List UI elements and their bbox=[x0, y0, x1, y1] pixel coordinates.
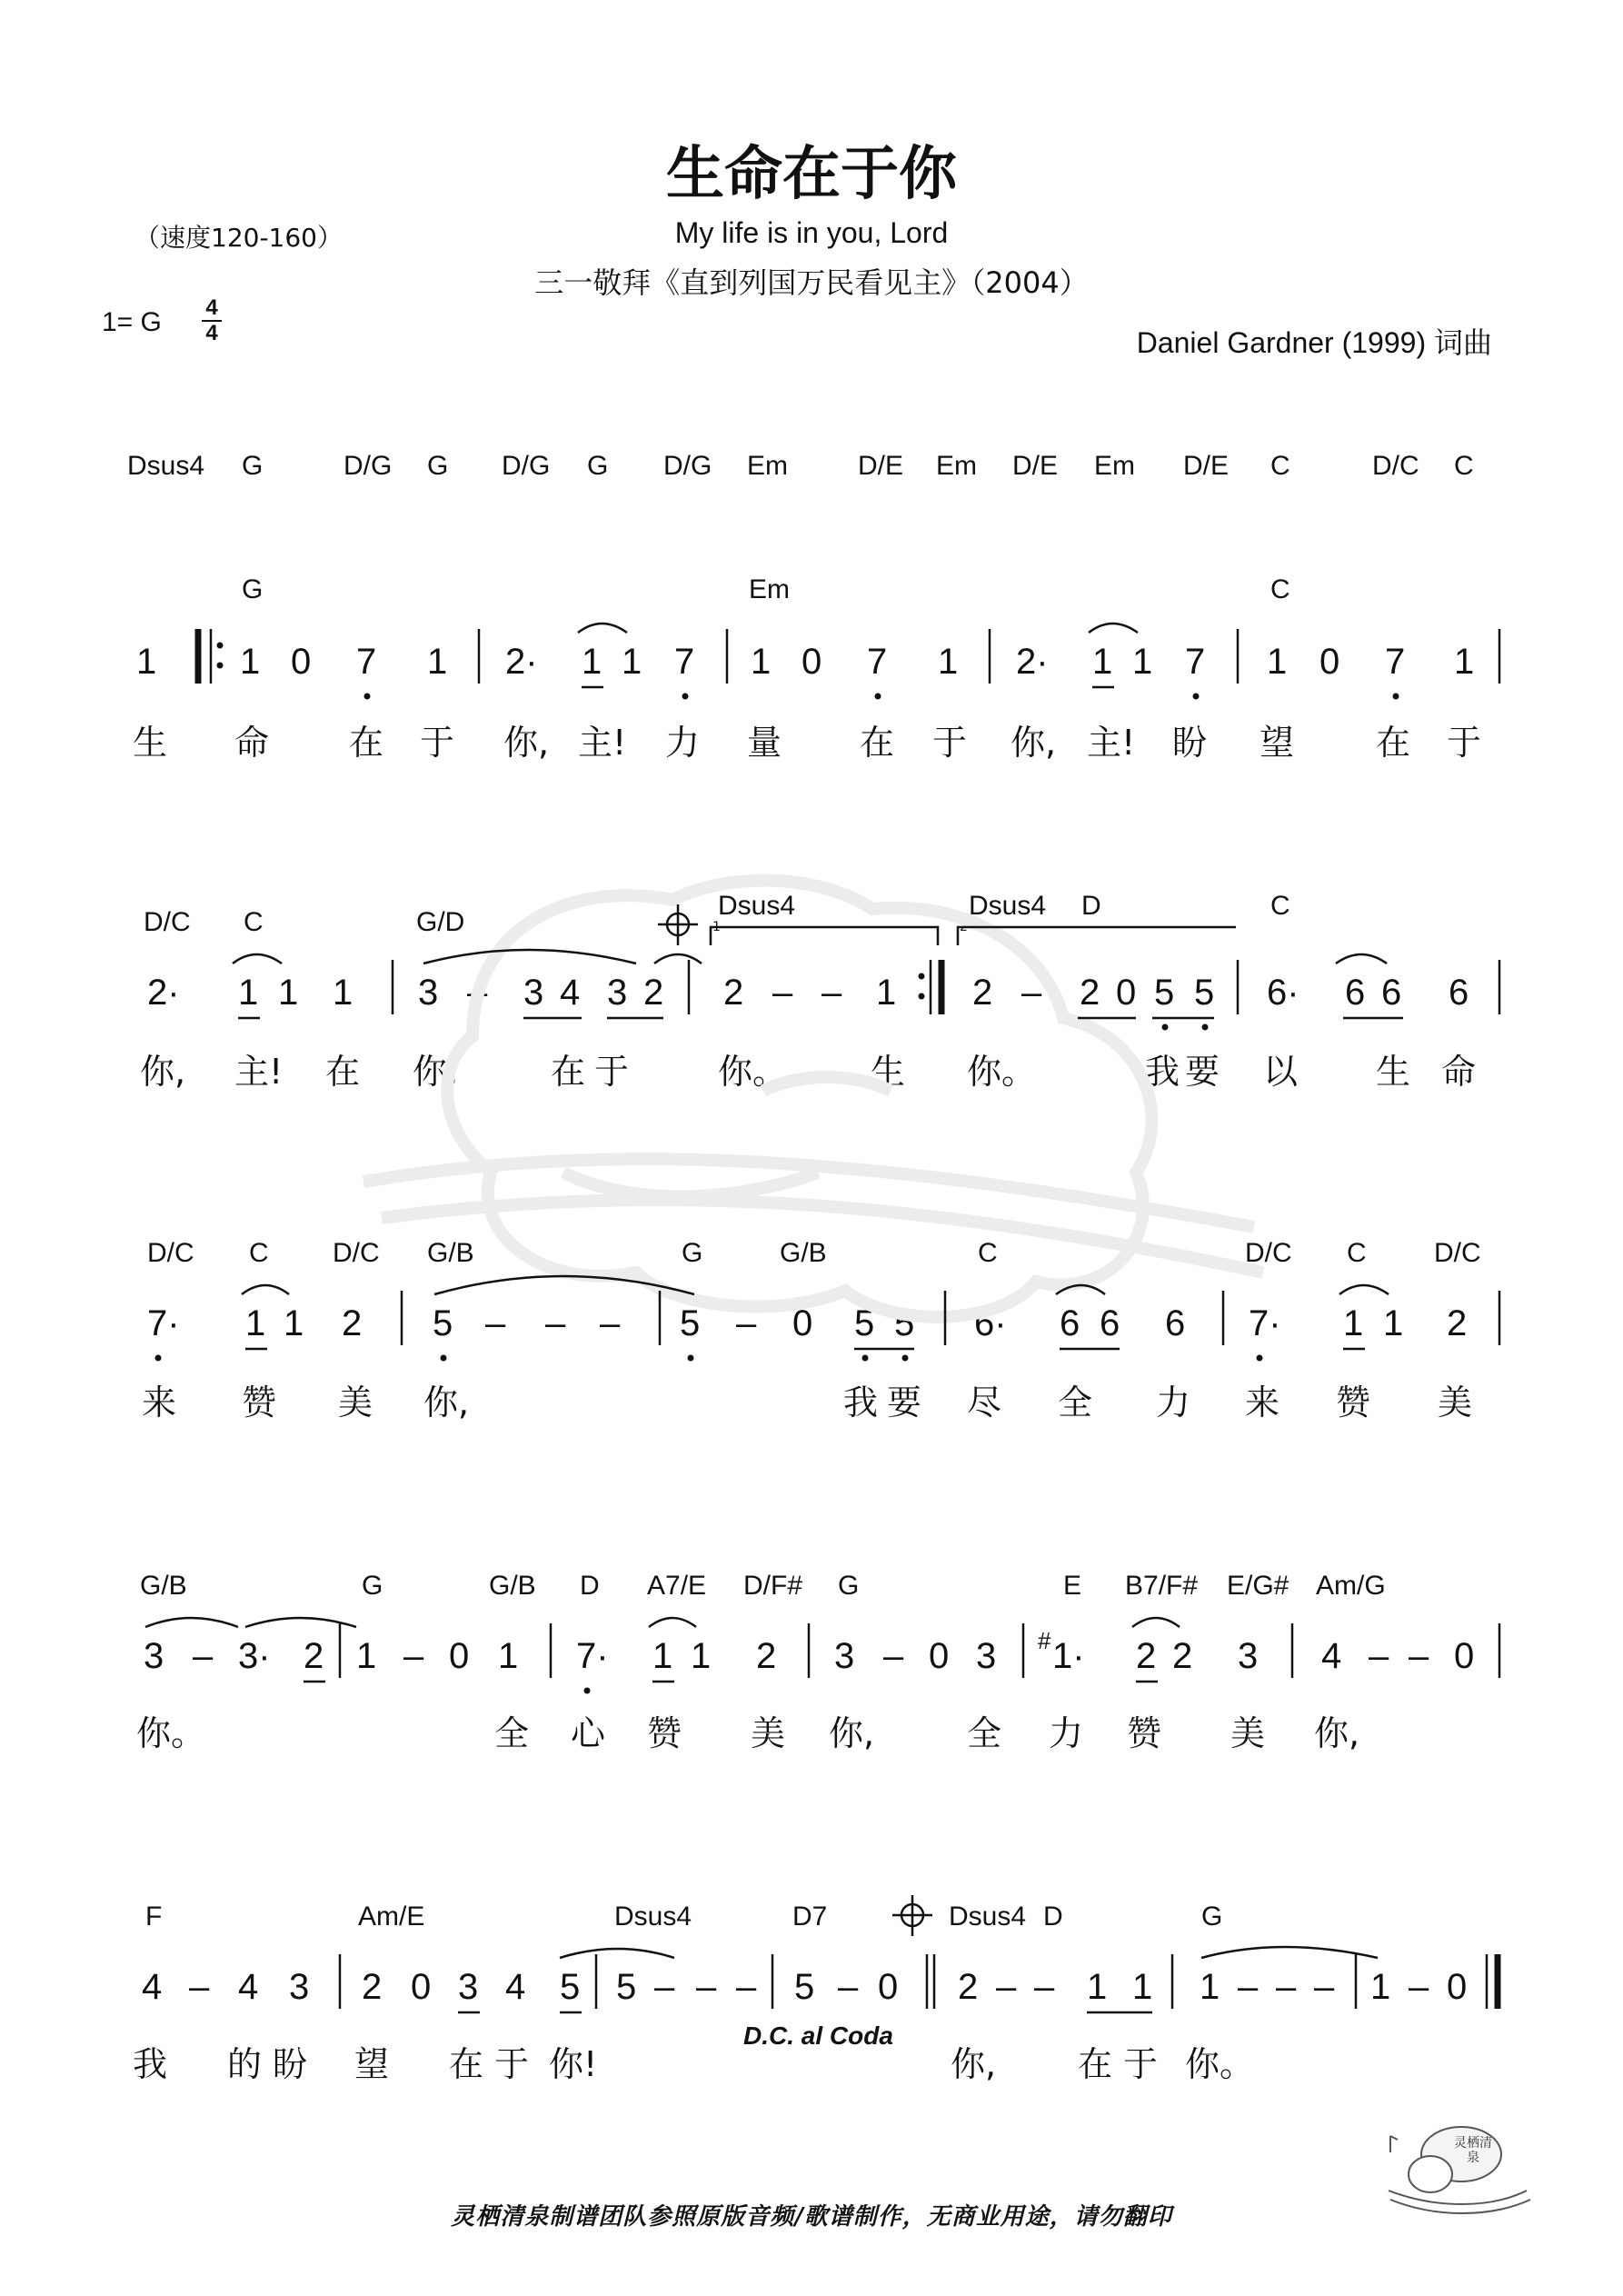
lyric: 生 bbox=[1376, 1052, 1411, 1092]
lyric: 你, bbox=[413, 1052, 459, 1092]
note: 6 bbox=[1165, 1303, 1186, 1343]
intro-chord: D/E bbox=[1012, 451, 1059, 481]
lyric: 全 bbox=[967, 1713, 1002, 1753]
note: 1 bbox=[1092, 642, 1113, 682]
note: 1 bbox=[582, 642, 602, 682]
lyric: 你, bbox=[423, 1383, 470, 1423]
lyric: 于 bbox=[1447, 723, 1482, 763]
note: 7· bbox=[147, 1303, 180, 1343]
lyric: 你。 bbox=[718, 1052, 788, 1092]
slur bbox=[1201, 1947, 1378, 1958]
lyric: 在 bbox=[325, 1052, 361, 1092]
note: 2 bbox=[1447, 1303, 1468, 1343]
note: – bbox=[1034, 1967, 1055, 2007]
lyric: 美 bbox=[751, 1713, 786, 1753]
slur bbox=[145, 1618, 238, 1627]
note: 4 bbox=[505, 1967, 526, 2007]
note: 1 bbox=[1343, 1303, 1364, 1343]
note: – bbox=[403, 1636, 424, 1676]
lyric: 盼 bbox=[1172, 723, 1208, 763]
chord-symbol: F bbox=[145, 1902, 163, 1932]
note: 0 bbox=[929, 1636, 950, 1676]
note: 6· bbox=[1267, 973, 1299, 1013]
lyric: 我 bbox=[843, 1383, 879, 1423]
octave-dot bbox=[584, 1688, 591, 1694]
note: 3 bbox=[834, 1636, 855, 1676]
note: 1 bbox=[136, 642, 157, 682]
note: – bbox=[189, 1967, 210, 2007]
intro-chord: D/G bbox=[502, 451, 551, 481]
chord-symbol: D/C bbox=[1434, 1238, 1481, 1268]
lyric: 在 bbox=[449, 2044, 484, 2084]
note: 1 bbox=[240, 642, 261, 682]
song-source: 三一敬拜《直到列国万民看见主》（2004） bbox=[534, 265, 1089, 300]
note: 0 bbox=[1116, 973, 1137, 1013]
note: 5 bbox=[1194, 973, 1215, 1013]
lyric: 心 bbox=[571, 1713, 606, 1753]
intro-chord: Em bbox=[747, 451, 788, 481]
note: 1 bbox=[1087, 1967, 1108, 2007]
time-signature-top: 4 bbox=[205, 295, 218, 320]
note: 2 bbox=[723, 973, 744, 1013]
lyric: 量 bbox=[747, 723, 782, 763]
lyric: 于 bbox=[494, 2044, 530, 2084]
note: 4 bbox=[560, 973, 581, 1013]
repeat-dot bbox=[919, 973, 925, 980]
note: – bbox=[1369, 1636, 1389, 1676]
ending-mark-1: 1 bbox=[712, 920, 721, 934]
slur bbox=[649, 1618, 696, 1627]
lyric: 在 bbox=[551, 1052, 586, 1092]
note: 0 bbox=[802, 642, 822, 682]
tempo-marking: （速度120-160） bbox=[134, 223, 343, 253]
note: 4 bbox=[1321, 1636, 1342, 1676]
note: 1 bbox=[284, 1303, 304, 1343]
lyric: 你。 bbox=[136, 1713, 206, 1753]
octave-dot bbox=[364, 694, 371, 700]
note: 0 bbox=[411, 1967, 432, 2007]
chord-symbol: D/C bbox=[147, 1238, 194, 1268]
note: 2 bbox=[756, 1636, 777, 1676]
intro-chord: D/C bbox=[1372, 451, 1419, 481]
repeat-dot bbox=[217, 643, 224, 649]
slur bbox=[242, 1285, 289, 1294]
lyric: 你。 bbox=[967, 1052, 1037, 1092]
note: 0 bbox=[1319, 642, 1340, 682]
note: – bbox=[600, 1303, 621, 1343]
octave-dot bbox=[155, 1355, 162, 1362]
note: 3 bbox=[289, 1967, 310, 2007]
note: 1 bbox=[427, 642, 448, 682]
note: 2 bbox=[972, 973, 993, 1013]
chord-symbol: D/C bbox=[333, 1238, 380, 1268]
lyric: 的 bbox=[227, 2044, 263, 2084]
note: 3 bbox=[523, 973, 544, 1013]
slur bbox=[1339, 1285, 1389, 1294]
chord-symbol: Dsus4 bbox=[614, 1902, 692, 1932]
chord-symbol: D bbox=[1043, 1902, 1063, 1932]
chord-symbol: D bbox=[580, 1571, 600, 1601]
note: 7 bbox=[356, 642, 377, 682]
chord-symbol: E/G# bbox=[1227, 1571, 1289, 1601]
note: 3 bbox=[1238, 1636, 1259, 1676]
note: 2 bbox=[643, 973, 664, 1013]
note: – bbox=[736, 1967, 757, 2007]
lyric: 你, bbox=[829, 1713, 875, 1753]
sharp-accidental: # bbox=[1038, 1627, 1051, 1654]
note: – bbox=[1314, 1967, 1335, 2007]
note: 1 bbox=[1132, 1967, 1153, 2007]
intro-chord: C bbox=[1454, 451, 1474, 481]
chord-symbol: G/D bbox=[416, 907, 465, 937]
note: 7 bbox=[1385, 642, 1406, 682]
chord-symbol: G/B bbox=[780, 1238, 827, 1268]
note: – bbox=[1409, 1636, 1429, 1676]
chord-symbol: Dsus4 bbox=[969, 891, 1047, 921]
chord-symbol: G bbox=[1201, 1902, 1223, 1932]
lyric: 全 bbox=[494, 1713, 530, 1753]
chord-symbol: G bbox=[682, 1238, 703, 1268]
note: 3 bbox=[144, 1636, 164, 1676]
note: 1 bbox=[498, 1636, 519, 1676]
lyric: 在 bbox=[1376, 723, 1411, 763]
repeat-dot bbox=[919, 993, 925, 1000]
chord-symbol: C bbox=[1270, 574, 1290, 604]
lyric: 力 bbox=[1156, 1383, 1191, 1423]
lyric: 于 bbox=[420, 723, 455, 763]
composer-credit: Daniel Gardner (1999) 词曲 bbox=[1136, 326, 1492, 359]
watermark-logo bbox=[363, 881, 1263, 1317]
coda-sign-icon bbox=[892, 1895, 932, 1936]
note: 5 bbox=[794, 1967, 815, 2007]
intro-chord: D/G bbox=[663, 451, 712, 481]
note: – bbox=[545, 1303, 566, 1343]
octave-dot bbox=[902, 1355, 909, 1362]
intro-chord: D/E bbox=[1183, 451, 1230, 481]
lyric: 赞 bbox=[1336, 1383, 1371, 1423]
intro-chord: G bbox=[427, 451, 449, 481]
note: 1 bbox=[1383, 1303, 1404, 1343]
note: 1 bbox=[245, 1303, 266, 1343]
brand-logo-text: 灵栖清泉 bbox=[1454, 2136, 1492, 2165]
chord-symbol: C bbox=[244, 907, 264, 937]
lyric: 望 bbox=[1260, 723, 1295, 763]
note: 1 bbox=[622, 642, 642, 682]
lyric: 在 bbox=[1078, 2044, 1113, 2084]
chord-symbol: D/C bbox=[144, 907, 191, 937]
chord-symbol: D7 bbox=[792, 1902, 828, 1932]
lyric: 望 bbox=[354, 2044, 390, 2084]
chord-symbol: G/B bbox=[489, 1571, 536, 1601]
lyric: 你, bbox=[1314, 1713, 1360, 1753]
note: 3 bbox=[607, 973, 628, 1013]
chord-symbol: G bbox=[362, 1571, 383, 1601]
octave-dot bbox=[862, 1355, 869, 1362]
chord-symbol: G/B bbox=[140, 1571, 187, 1601]
lyric: 美 bbox=[338, 1383, 373, 1423]
lyric: 在 bbox=[860, 723, 895, 763]
note: 6 bbox=[1060, 1303, 1080, 1343]
chord-symbol: D/F# bbox=[743, 1571, 803, 1601]
lyric: 全 bbox=[1058, 1383, 1093, 1423]
first-ending-bracket bbox=[711, 927, 938, 945]
chord-symbol: C bbox=[1347, 1238, 1367, 1268]
note: 6 bbox=[1100, 1303, 1120, 1343]
note: 1 bbox=[1200, 1967, 1220, 2007]
note: 1 bbox=[751, 642, 772, 682]
octave-dot bbox=[1257, 1355, 1263, 1362]
chord-symbol: Am/E bbox=[358, 1902, 425, 1932]
song-title: 生命在于你 bbox=[666, 141, 957, 208]
note: – bbox=[696, 1967, 717, 2007]
lyric: 在 bbox=[349, 723, 384, 763]
octave-dot bbox=[682, 694, 689, 700]
note: 2 bbox=[1080, 973, 1100, 1013]
note: 3 bbox=[418, 973, 439, 1013]
note: 1 bbox=[1267, 642, 1288, 682]
note: 4 bbox=[238, 1967, 259, 2007]
lyric: 你, bbox=[503, 723, 550, 763]
slur bbox=[654, 954, 702, 963]
note: 5 bbox=[1154, 973, 1175, 1013]
lyric: 我 bbox=[1145, 1052, 1180, 1092]
coda-sign-icon bbox=[658, 904, 698, 945]
note: 1 bbox=[356, 1636, 377, 1676]
octave-dot bbox=[441, 1355, 447, 1362]
lyric: 我 bbox=[133, 2044, 168, 2084]
note: – bbox=[736, 1303, 757, 1343]
intro-chord: C bbox=[1270, 451, 1290, 481]
chord-symbol: D bbox=[1081, 891, 1101, 921]
time-signature-bottom: 4 bbox=[205, 321, 218, 345]
chord-symbol: Em bbox=[749, 574, 790, 604]
note: 1 bbox=[1454, 642, 1475, 682]
note: 2 bbox=[1136, 1636, 1157, 1676]
lyric: 赞 bbox=[1127, 1713, 1162, 1753]
lyric: 来 bbox=[142, 1383, 177, 1423]
note: 2 bbox=[1172, 1636, 1193, 1676]
note: 2 bbox=[362, 1967, 383, 2007]
note: 7 bbox=[674, 642, 695, 682]
chord-symbol: G bbox=[838, 1571, 860, 1601]
note: 1 bbox=[278, 973, 299, 1013]
note: 7· bbox=[576, 1636, 609, 1676]
lyric: 美 bbox=[1438, 1383, 1473, 1423]
octave-dot bbox=[688, 1355, 694, 1362]
note: 2· bbox=[1016, 642, 1049, 682]
intro-chord: G bbox=[587, 451, 609, 481]
note: – bbox=[467, 973, 488, 1013]
note: 1 bbox=[333, 973, 353, 1013]
song-subtitle: My life is in you, Lord bbox=[674, 216, 949, 249]
lyric: 你, bbox=[1011, 723, 1057, 763]
note: 0 bbox=[1454, 1636, 1475, 1676]
chord-symbol: Am/G bbox=[1316, 1571, 1386, 1601]
note: 5 bbox=[616, 1967, 637, 2007]
intro-chord: G bbox=[242, 451, 264, 481]
note: 2· bbox=[147, 973, 180, 1013]
footer-notice: 灵栖清泉制谱团队参照原版音频/歌谱制作，无商业用途，请勿翻印 bbox=[451, 2203, 1172, 2231]
note: 1· bbox=[1052, 1636, 1085, 1676]
note: 3· bbox=[238, 1636, 271, 1676]
lyric: 主! bbox=[578, 723, 627, 763]
note: 1 bbox=[652, 1636, 673, 1676]
lyric: 盼 bbox=[273, 2044, 308, 2084]
lyric: 于 bbox=[594, 1052, 630, 1092]
lyric: 命 bbox=[234, 723, 270, 763]
note: – bbox=[1021, 973, 1042, 1013]
note: – bbox=[654, 1967, 675, 2007]
lyric: 来 bbox=[1245, 1383, 1280, 1423]
note: 0 bbox=[792, 1303, 813, 1343]
lyric: 生 bbox=[871, 1052, 906, 1092]
note: 1 bbox=[938, 642, 959, 682]
note: 0 bbox=[878, 1967, 899, 2007]
lyric: 于 bbox=[1123, 2044, 1159, 2084]
note: 2· bbox=[505, 642, 538, 682]
lyric: 力 bbox=[1049, 1713, 1084, 1753]
lyric: 你, bbox=[951, 2044, 997, 2084]
note: 6 bbox=[1345, 973, 1366, 1013]
note: 5 bbox=[433, 1303, 453, 1343]
note: 7· bbox=[1249, 1303, 1281, 1343]
octave-dot bbox=[1202, 1024, 1209, 1031]
octave-dot bbox=[1193, 694, 1200, 700]
note: – bbox=[883, 1636, 904, 1676]
note: – bbox=[996, 1967, 1017, 2007]
lyric: 主! bbox=[234, 1052, 284, 1092]
octave-dot bbox=[1162, 1024, 1169, 1031]
lyric: 于 bbox=[932, 723, 968, 763]
note: 7 bbox=[867, 642, 888, 682]
lyric: 主! bbox=[1087, 723, 1136, 763]
octave-dot bbox=[1393, 694, 1399, 700]
lyric: 你, bbox=[140, 1052, 186, 1092]
lyric: 生 bbox=[133, 723, 168, 763]
lyric: 赞 bbox=[647, 1713, 682, 1753]
lyric: 尽 bbox=[967, 1383, 1002, 1423]
slur bbox=[233, 954, 282, 963]
note: 5 bbox=[680, 1303, 701, 1343]
chord-symbol: C bbox=[1270, 891, 1290, 921]
key-signature: 1= G bbox=[102, 307, 162, 337]
slur bbox=[560, 1949, 674, 1958]
chord-symbol: C bbox=[978, 1238, 998, 1268]
note: 2 bbox=[958, 1967, 979, 2007]
chord-symbol: G bbox=[242, 574, 264, 604]
note: – bbox=[193, 1636, 214, 1676]
chord-symbol: G/B bbox=[427, 1238, 474, 1268]
note: – bbox=[1238, 1967, 1259, 2007]
lyric: 以 bbox=[1263, 1052, 1299, 1092]
note: – bbox=[1276, 1967, 1297, 2007]
note: 0 bbox=[1447, 1967, 1468, 2007]
intro-chord: Dsus4 bbox=[127, 451, 205, 481]
lyric: 赞 bbox=[242, 1383, 277, 1423]
intro-chord: Em bbox=[1094, 451, 1135, 481]
octave-dot bbox=[875, 694, 881, 700]
note: – bbox=[772, 973, 793, 1013]
note: 6· bbox=[974, 1303, 1007, 1343]
slur bbox=[1336, 954, 1387, 963]
note: 1 bbox=[238, 973, 259, 1013]
note: 2 bbox=[304, 1636, 324, 1676]
chord-symbol: E bbox=[1063, 1571, 1082, 1601]
lyric: 你。 bbox=[1185, 2044, 1255, 2084]
slur bbox=[423, 950, 636, 963]
dc-al-coda-marking: D.C. al Coda bbox=[743, 2021, 893, 2050]
note: 1 bbox=[1132, 642, 1153, 682]
note: 1 bbox=[1370, 1967, 1391, 2007]
note: 7 bbox=[1185, 642, 1206, 682]
note: 3 bbox=[976, 1636, 997, 1676]
note: 3 bbox=[458, 1967, 479, 2007]
note: 0 bbox=[449, 1636, 470, 1676]
intro-chord: D/E bbox=[858, 451, 904, 481]
chord-symbol: Dsus4 bbox=[949, 1902, 1027, 1932]
lyric: 要 bbox=[887, 1383, 922, 1423]
slur bbox=[1132, 1618, 1180, 1627]
slur bbox=[1089, 624, 1138, 633]
note: 4 bbox=[142, 1967, 163, 2007]
note: 0 bbox=[291, 642, 312, 682]
chord-symbol: Dsus4 bbox=[718, 891, 796, 921]
lyric: 力 bbox=[665, 723, 701, 763]
lyric: 美 bbox=[1230, 1713, 1266, 1753]
note: – bbox=[821, 973, 842, 1013]
lyric: 要 bbox=[1185, 1052, 1220, 1092]
note: 6 bbox=[1381, 973, 1402, 1013]
lyric: 你! bbox=[549, 2044, 598, 2084]
note: – bbox=[838, 1967, 859, 2007]
note: 5 bbox=[894, 1303, 915, 1343]
lyric: 命 bbox=[1441, 1052, 1477, 1092]
note: 6 bbox=[1449, 973, 1469, 1013]
note: – bbox=[1409, 1967, 1429, 2007]
note: 5 bbox=[854, 1303, 875, 1343]
ending-mark-2: 2 bbox=[960, 920, 968, 934]
note: 1 bbox=[691, 1636, 712, 1676]
chord-symbol: B7/F# bbox=[1125, 1571, 1199, 1601]
note: – bbox=[485, 1303, 506, 1343]
chord-symbol: D/C bbox=[1245, 1238, 1292, 1268]
slur bbox=[578, 624, 627, 633]
note: 2 bbox=[342, 1303, 363, 1343]
chord-symbol: C bbox=[249, 1238, 269, 1268]
intro-chord: D/G bbox=[344, 451, 393, 481]
note: 1 bbox=[876, 973, 897, 1013]
repeat-dot bbox=[217, 663, 224, 669]
intro-chord: Em bbox=[936, 451, 977, 481]
chord-symbol: A7/E bbox=[647, 1571, 707, 1601]
note: 5 bbox=[560, 1967, 581, 2007]
